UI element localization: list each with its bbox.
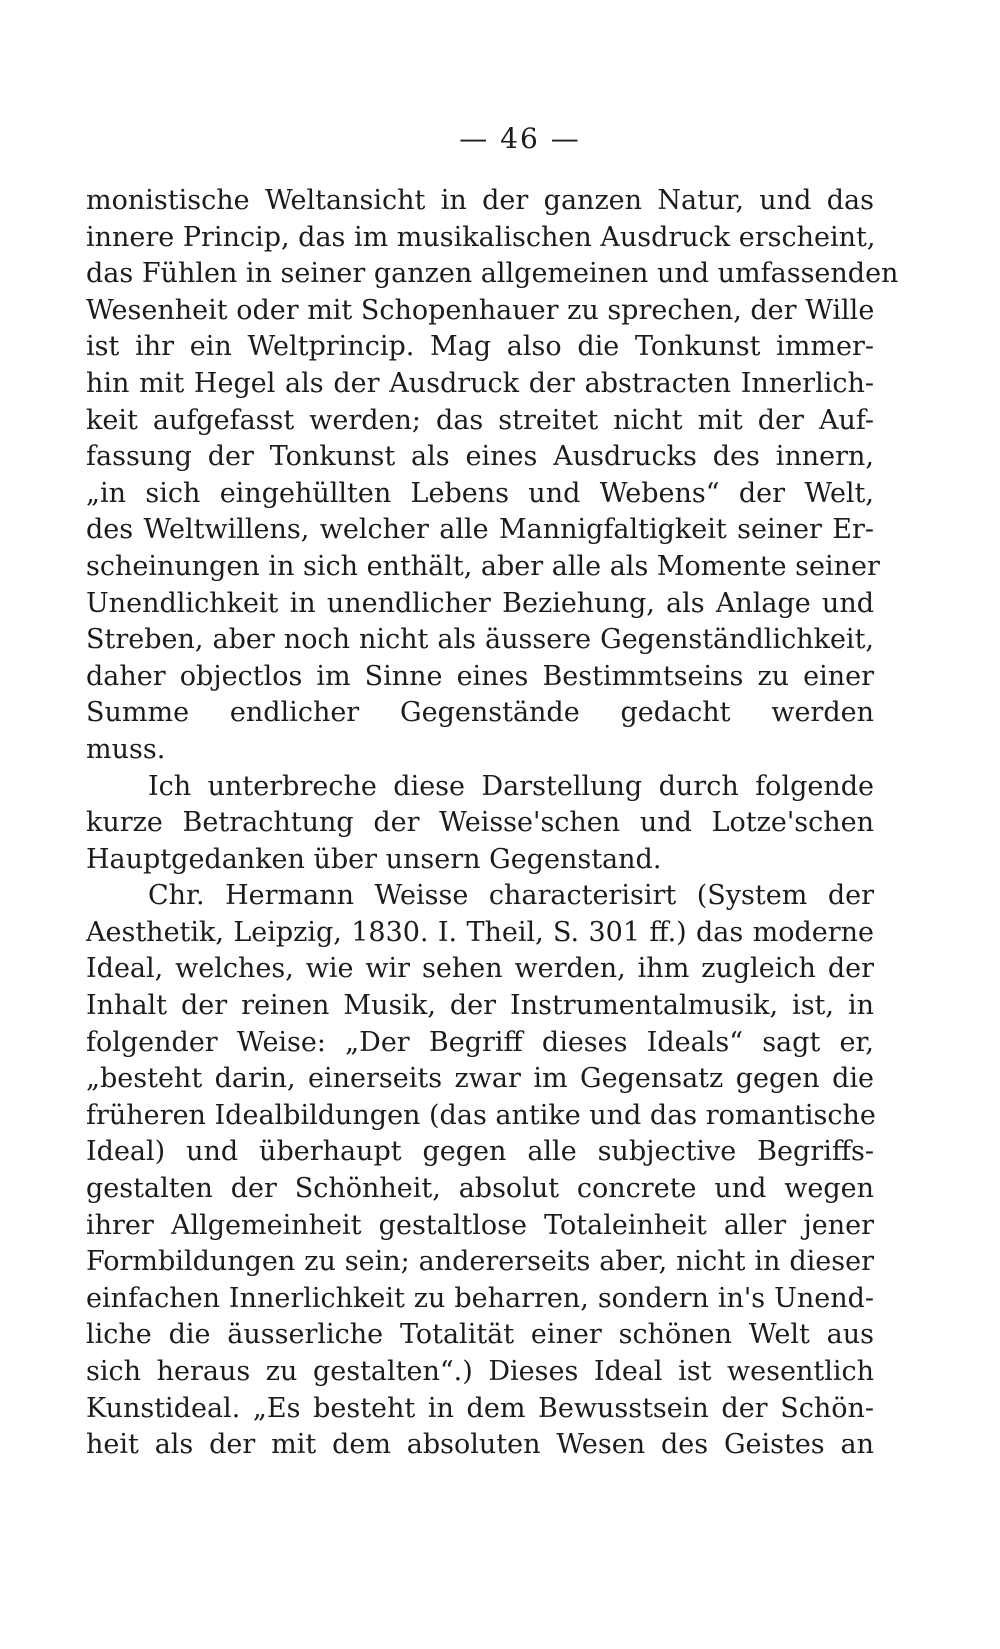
text-line: liche die äusserliche Totalität einer schönen Welt aus [86,1319,874,1351]
text-line: einfachen Innerlichkeit zu beharren, sondern in's Unend- [86,1282,874,1314]
text-line: früheren Idealbildungen (das antike und das romantische [86,1099,876,1131]
text-line: Aesthetik, Leipzig, 1830. I. Theil, S. 301 ff.) das moderne [86,916,874,948]
text-line: daher objectlos im Sinne eines Bestimmtseins zu einer [86,660,874,692]
text-line: keit aufgefasst werden; das streitet nicht mit der Auf- [86,404,874,436]
text-line: Ideal) und überhaupt gegen alle subjective Begriffs- [86,1136,874,1168]
text-line: Wesenheit oder mit Schopenhauer zu sprechen, der Wille [86,294,875,326]
text-line: des Weltwillens, welcher alle Mannigfaltigkeit seiner Er- [86,514,874,546]
text-line: Inhalt der reinen Musik, der Instrumentalmusik, ist, in [86,990,874,1022]
text-line: Streben, aber noch nicht als äussere Gegenständlichkeit, [86,624,874,656]
text-line: scheinungen in sich enthält, aber alle als Momente seiner [86,550,880,582]
text-line: Hauptgedanken über unsern Gegenstand. [86,843,662,875]
text-line: folgender Weise: „Der Begriff dieses Ideals“ sagt er, [86,1026,874,1058]
text-line: Formbildungen zu sein; andererseits aber, nicht in dieser [86,1246,874,1278]
text-line: das Fühlen in seiner ganzen allgemeinen und umfassenden [86,258,899,290]
body-text [86,183,899,1464]
text-line: Kunstideal. „Es besteht in dem Bewusstsein der Schön- [86,1392,874,1424]
text-line: sich heraus zu gestalten“.) Dieses Ideal ist wesentlich [86,1356,874,1387]
text-line: hin mit Hegel als der Ausdruck der abstracten Innerlich- [86,367,874,399]
text-line: Ideal, welches, wie wir sehen werden, ihm zugleich der [86,953,874,985]
text-line: muss. [86,733,166,765]
text-line: Unendlichkeit in unendlicher Beziehung, als Anlage und [86,587,874,619]
text-line: monistische Weltansicht in der ganzen Natur, und das [86,185,874,216]
paragraph-start-line: Ich unterbreche diese Darstellung durch folgende [148,770,874,802]
text-line: innere Princip, das im musikalischen Ausdruck erscheint, [86,221,876,253]
text-line: ihrer Allgemeinheit gestaltlose Totaleinheit aller jener [86,1209,874,1241]
text-line: „in sich eingehüllten Lebens und Webens“ der Welt, [86,477,874,509]
text-line: „besteht darin, einerseits zwar im Gegensatz gegen die [86,1063,874,1095]
paragraph-start-line: Chr. Hermann Weisse characterisirt (System der [148,880,874,912]
text-line: Summe endlicher Gegenstände gedacht werden [86,697,874,729]
page-number: — 46 — [459,122,581,155]
text-line: kurze Betrachtung der Weisse'schen und Lotze'schen [86,807,874,839]
text-line: heit als der mit dem absoluten Wesen des Geistes an [86,1429,874,1461]
text-line: gestalten der Schönheit, absolut concrete und wegen [86,1173,874,1205]
text-line: fassung der Tonkunst als eines Ausdrucks des innern, [86,441,874,473]
text-line: ist ihr ein Weltprincip. Mag also die Tonkunst immer- [86,331,874,363]
